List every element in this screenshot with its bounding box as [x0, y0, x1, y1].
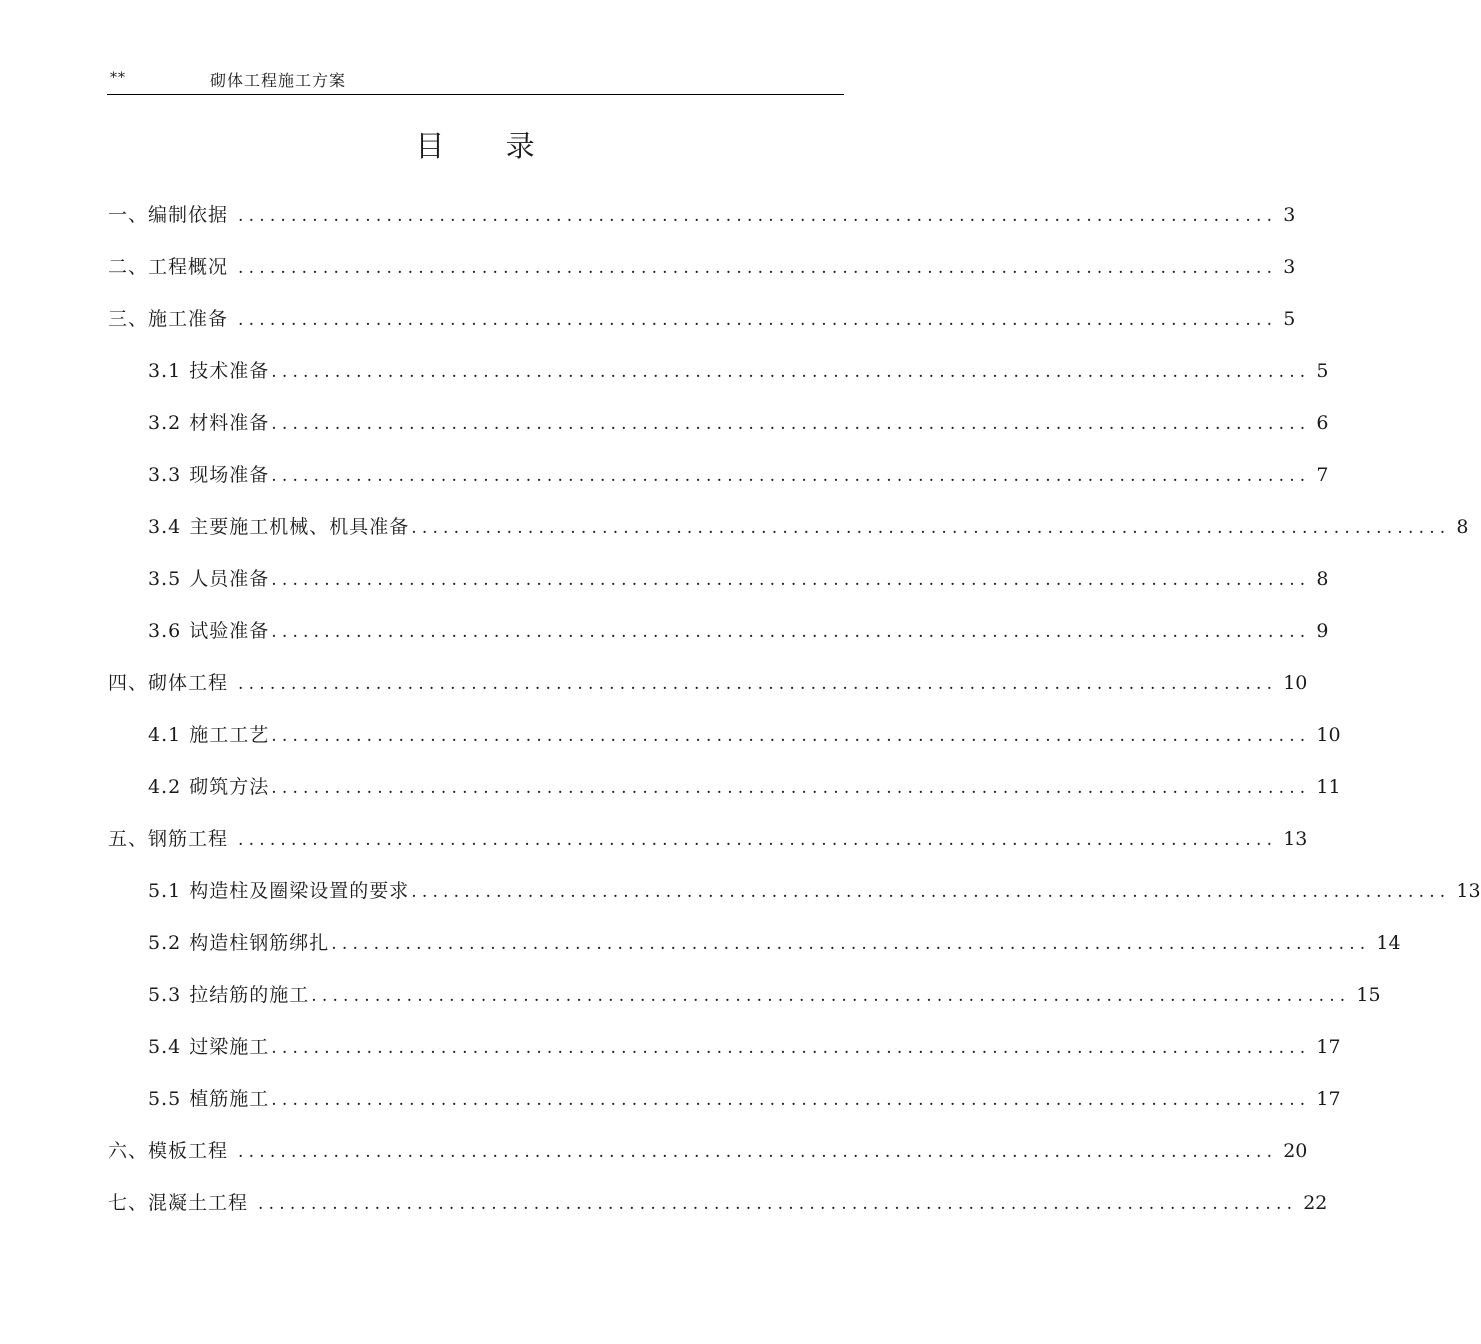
toc-entry-label: 三、施工准备	[108, 308, 229, 330]
toc-entry-label: 主要施工机械、机具准备	[189, 516, 410, 538]
toc-dot-leader: ..................................................................................................	[271, 466, 1311, 486]
toc-entry-label: 五、钢筋工程	[108, 828, 229, 850]
toc-page-number: 8	[1316, 568, 1329, 590]
toc-entry-section[interactable]	[148, 397, 1329, 449]
toc-page-number: 5	[1283, 308, 1296, 330]
toc-entry-number: 3.1	[148, 360, 182, 382]
toc-entry-label: 现场准备	[189, 464, 270, 486]
toc-dot-leader: ..................................................................................................	[311, 986, 1351, 1006]
toc-dot-leader: ..................................................................................................	[411, 882, 1451, 902]
toc-entry-number: 3.3	[148, 464, 182, 486]
toc-entry-chapter[interactable]	[108, 189, 1296, 241]
toc-entry-chapter[interactable]	[108, 813, 1308, 865]
toc-entry-section[interactable]	[148, 449, 1329, 501]
toc-dot-leader: ..................................................................................................	[271, 414, 1311, 434]
toc-page-number: 17	[1316, 1036, 1341, 1058]
toc-dot-leader: ..................................................................................................	[238, 1142, 1278, 1162]
toc-entry-number: 5.3	[148, 984, 182, 1006]
toc-entry-section[interactable]	[148, 345, 1329, 397]
toc-page-number: 3	[1283, 204, 1296, 226]
toc-dot-leader: ..................................................................................................	[271, 778, 1311, 798]
toc-entry-section[interactable]	[148, 969, 1381, 1021]
toc-dot-leader: ..................................................................................................	[271, 570, 1311, 590]
toc-entry-label: 试验准备	[189, 620, 270, 642]
toc-entry-section[interactable]	[148, 605, 1329, 657]
toc-entry-number: 5.2	[148, 932, 182, 954]
page-header	[107, 66, 844, 95]
toc-entry-number: 5.4	[148, 1036, 182, 1058]
toc-entry-number: 4.2	[148, 776, 182, 798]
toc-entry-section[interactable]	[148, 553, 1329, 605]
toc-entry-section[interactable]	[148, 865, 1481, 917]
toc-entry-chapter[interactable]	[108, 657, 1308, 709]
toc-page-number: 10	[1283, 672, 1308, 694]
toc-entry-section[interactable]	[148, 1073, 1341, 1125]
toc-page-number: 14	[1376, 932, 1401, 954]
toc-page-number: 15	[1356, 984, 1381, 1006]
toc-dot-leader: ..................................................................................................	[411, 518, 1451, 538]
toc-entry-number: 3.4	[148, 516, 182, 538]
toc-entry-label: 四、砌体工程	[108, 672, 229, 694]
header-mark: **	[110, 70, 126, 86]
toc-page-number: 13	[1456, 880, 1481, 902]
toc-page-number: 9	[1316, 620, 1329, 642]
toc-dot-leader: ..................................................................................................	[271, 362, 1311, 382]
header-document-title: 砌体工程施工方案	[210, 71, 347, 90]
toc-page-number: 17	[1316, 1088, 1341, 1110]
toc-page-number: 11	[1316, 776, 1341, 798]
toc-dot-leader: ..................................................................................................	[271, 726, 1311, 746]
toc-entry-chapter[interactable]	[108, 241, 1296, 293]
toc-entry-section[interactable]	[148, 709, 1341, 761]
toc-page-number: 22	[1303, 1192, 1328, 1214]
toc-entry-label: 过梁施工	[189, 1036, 270, 1058]
toc-dot-leader: ..................................................................................................	[238, 206, 1278, 226]
toc-entry-label: 砌筑方法	[189, 776, 270, 798]
toc-dot-leader: ..................................................................................................	[238, 310, 1278, 330]
toc-entry-label: 人员准备	[189, 568, 270, 590]
toc-entry-label: 植筋施工	[189, 1088, 270, 1110]
toc-page-number: 8	[1456, 516, 1469, 538]
toc-entry-chapter[interactable]	[108, 293, 1296, 345]
toc-dot-leader: ..................................................................................................	[238, 830, 1278, 850]
toc-entry-label: 施工工艺	[189, 724, 270, 746]
toc-entry-section[interactable]	[148, 501, 1469, 553]
toc-dot-leader: ..................................................................................................	[331, 934, 1371, 954]
toc-entry-label: 构造柱及圈梁设置的要求	[189, 880, 410, 902]
toc-entry-label: 材料准备	[189, 412, 270, 434]
toc-entry-label: 六、模板工程	[108, 1140, 229, 1162]
toc-page-number: 5	[1316, 360, 1329, 382]
toc-entry-label: 一、编制依据	[108, 204, 229, 226]
toc-entry-label: 拉结筋的施工	[189, 984, 310, 1006]
toc-entry-number: 4.1	[148, 724, 182, 746]
toc-dot-leader: ..................................................................................................	[238, 674, 1278, 694]
toc-entry-number: 5.5	[148, 1088, 182, 1110]
toc-entry-label: 构造柱钢筋绑扎	[189, 932, 330, 954]
toc-entry-number: 3.2	[148, 412, 182, 434]
toc-entry-section[interactable]	[148, 761, 1341, 813]
toc-entry-number: 5.1	[148, 880, 182, 902]
toc-dot-leader: ..................................................................................................	[258, 1194, 1298, 1214]
toc-entry-section[interactable]	[148, 1021, 1341, 1073]
toc-page-number: 10	[1316, 724, 1341, 746]
toc-dot-leader: ..................................................................................................	[238, 258, 1278, 278]
toc-dot-leader: ..................................................................................................	[271, 1090, 1311, 1110]
toc-entry-chapter[interactable]	[108, 1177, 1328, 1229]
toc-dot-leader: ..................................................................................................	[271, 622, 1311, 642]
toc-entry-label: 技术准备	[189, 360, 270, 382]
toc-page-number: 6	[1316, 412, 1329, 434]
toc-entry-label: 二、工程概况	[108, 256, 229, 278]
toc-entry-number: 3.6	[148, 620, 182, 642]
toc-page-number: 13	[1283, 828, 1308, 850]
toc-entry-section[interactable]	[148, 917, 1401, 969]
toc-page-number: 3	[1283, 256, 1296, 278]
toc-entry-chapter[interactable]	[108, 1125, 1308, 1177]
toc-entry-number: 3.5	[148, 568, 182, 590]
toc-dot-leader: ..................................................................................................	[271, 1038, 1311, 1058]
toc-entry-label: 七、混凝土工程	[108, 1192, 249, 1214]
toc-page-number: 20	[1283, 1140, 1308, 1162]
toc-title: 目 录	[415, 129, 561, 163]
toc-page-number: 7	[1316, 464, 1329, 486]
